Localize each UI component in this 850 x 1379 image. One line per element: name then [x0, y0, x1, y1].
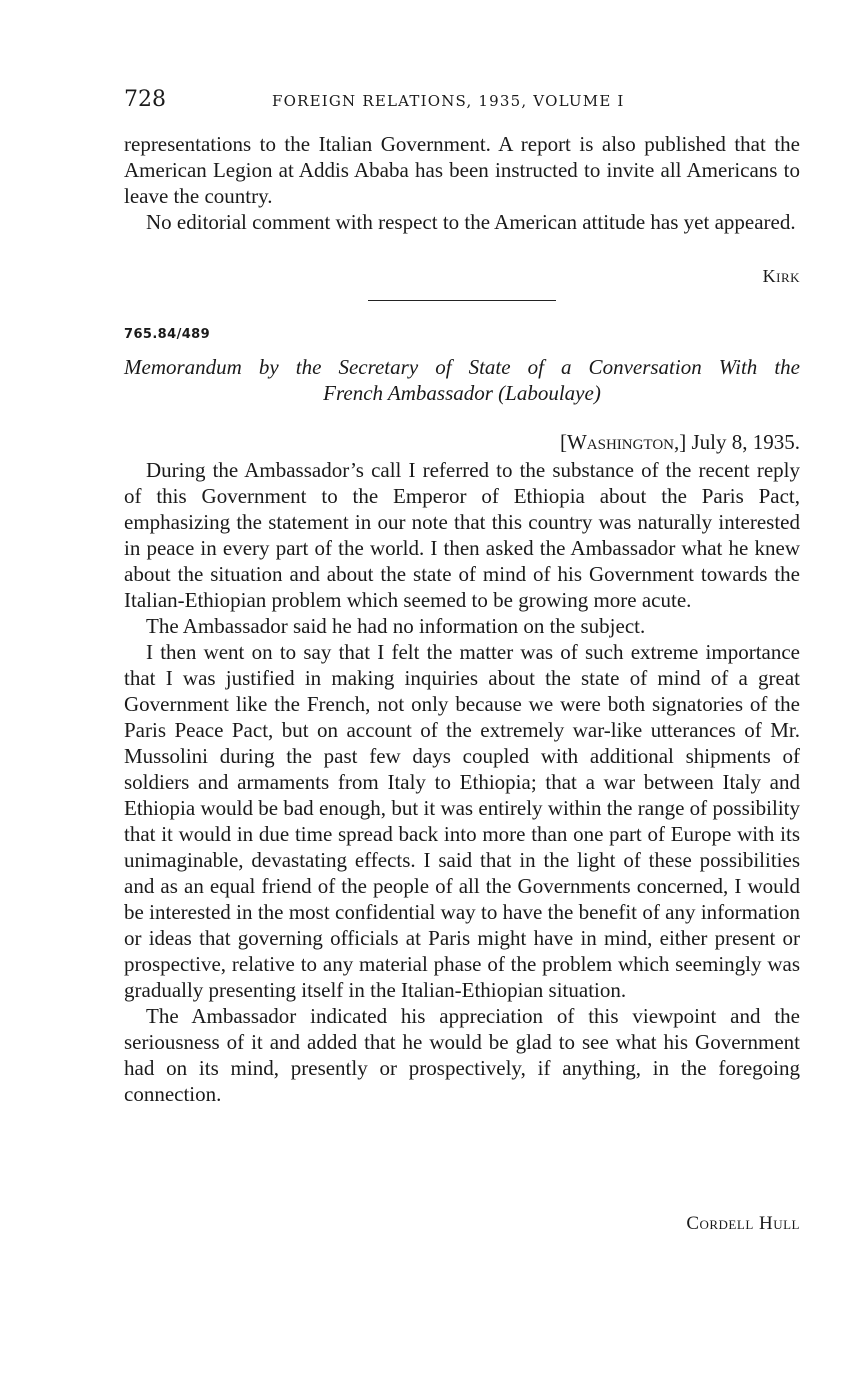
signature-cordell-hull: Cordell Hull: [686, 1213, 800, 1234]
document-title-line-2: French Ambassador (Laboulaye): [323, 381, 601, 405]
signature-kirk: Kirk: [762, 266, 800, 286]
section-divider: [368, 300, 556, 301]
running-header: [124, 86, 800, 114]
memo-paragraph: The Ambassador said he had no information on the subject.: [146, 614, 646, 638]
memorandum-text-block: [124, 457, 800, 1107]
dateline-date: July 8, 1935.: [691, 430, 800, 454]
memo-paragraph: During the Ambassador’s call I referred to the substance of the recent reply of this Government to the Emperor of Ethiopia about the Paris Pact, emphasizing the statement in our note that this country was naturally interested in peace in every part of the world. I then asked the Ambassador what he knew about the situation and about the state of mind of his Government towards the Italian-Ethiopian problem which seemed to be growing more acute.: [124, 458, 800, 612]
memo-paragraph: The Ambassador indicated his appreciation of this viewpoint and the seriousness of it and added that he would be glad to see what his Government had on its mind, presently or prospectively, if anything, in the foregoing connection.: [124, 1004, 800, 1106]
dateline: [560, 429, 800, 455]
intro-paragraph: No editorial comment with respect to the American attitude has yet appeared.: [146, 210, 796, 234]
document-title: [124, 354, 800, 406]
file-reference: 765.84/489: [124, 327, 211, 342]
intro-text-block: [124, 131, 800, 235]
document-title-line-1: Memorandum by the Secretary of State of a Conversation With the: [124, 355, 800, 379]
page-number: 728: [124, 87, 166, 112]
intro-paragraph: representations to the Italian Government. A report is also published that the American Legion at Addis Ababa has been instructed to invite all Americans to leave the country.: [124, 132, 800, 208]
volume-title: FOREIGN RELATIONS, 1935, VOLUME I: [272, 92, 625, 110]
dateline-place: [Washington,]: [559, 430, 687, 454]
memo-paragraph: I then went on to say that I felt the matter was of such extreme importance that I was justified in making inquiries about the state of mind of a great Government like the French, not only because we were both signatories of the Paris Peace Pact, but on account of the extremely war-like utterances of Mr. Mussolini during the past few days coupled with additional shipments of soldiers and armaments from Italy to Ethiopia; that a war between Italy and Ethiopia would be bad enough, but it was entirely within the range of possibility that it would in due time spread back into more than one part of Europe with its unimaginable, devastating effects. I said that in the light of these possibilities and as an equal friend of the people of all the Governments concerned, I would be interested in the most confidential way to have the benefit of any information or ideas that governing officials at Paris might have in mind, either present or prospective, relative to any material phase of the problem which seemingly was gradually presenting itself in the Italian-Ethiopian situation.: [124, 640, 800, 1002]
